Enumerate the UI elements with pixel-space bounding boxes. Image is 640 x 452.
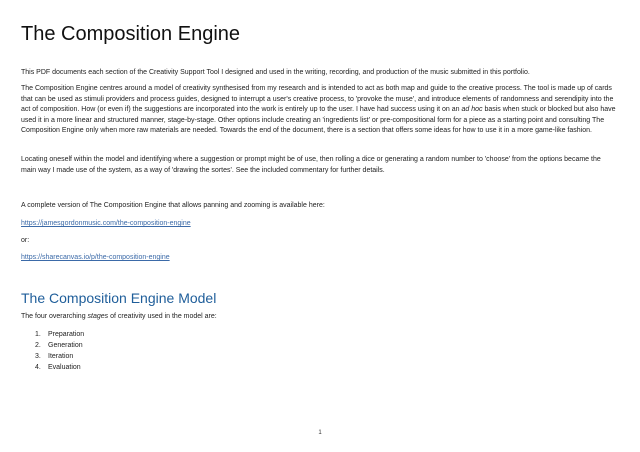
description-text-1: The Composition Engine centres around a model of creativity synthesised from my research and is intended to act as both map and guide to the creative process. The tool is made up of cards that can be used as stimuli providers and process guides, designed to interrupt a user's creative process, to 'provoke the muse', and introduce elements of randomness and serendipity into the act of composition. How (or even if) the suggestions are incorporated into the work is entirely up to the user. I have had success using it on an xyxy=(21,85,614,114)
or-label: or: xyxy=(21,237,30,244)
list-number: 3. xyxy=(35,353,41,360)
stages-list xyxy=(21,329,84,373)
description-paragraph xyxy=(21,84,617,137)
list-label: Preparation xyxy=(48,331,85,338)
usage-paragraph: Locating oneself within the model and identifying where a suggestion or prompt might be of use, then rolling a dice or generating a random number to 'choose' from the options became the main way I made use of the system, as a way of 'drawing the sortes'. See the included commentary for further details. xyxy=(21,156,601,174)
list-number: 2. xyxy=(35,342,41,349)
availability-paragraph: A complete version of The Composition Engine that allows panning and zooming is available here: xyxy=(21,202,325,209)
list-number: 4. xyxy=(35,364,41,371)
document-title: The Composition Engine xyxy=(21,23,241,45)
stages-intro-text-1: The four overarching xyxy=(21,313,88,320)
list-item xyxy=(21,362,84,373)
list-item xyxy=(21,329,84,340)
list-number: 1. xyxy=(35,331,41,338)
list-item xyxy=(21,340,84,351)
list-label: Evaluation xyxy=(48,364,81,371)
description-text-2: basis when stuck or blocked but also have used it in a more linear and structured manner, stage-by-stage. Other options include creating an 'ingredients list' or pre-compositional form for a piece as a starting point and consulting The Composition Engine only when more raw materials are needed. Towards the end of the document, there is a section that offers some ideas for how to use it in a more game-like fashion. xyxy=(21,106,616,135)
sharecanvas-link[interactable]: https://sharecanvas.io/p/the-composition-engine xyxy=(21,254,170,261)
list-item xyxy=(21,351,84,362)
intro-paragraph: This PDF documents each section of the Creativity Support Tool I designed and used in the writing, recording, and production of the music submitted in this portfolio. xyxy=(21,69,530,76)
section-heading: The Composition Engine Model xyxy=(21,290,217,306)
stages-intro-text-2: of creativity used in the model are: xyxy=(108,313,217,320)
stages-emphasis: stages xyxy=(87,313,109,320)
description-emphasis: ad hoc xyxy=(461,106,483,114)
stages-intro-paragraph xyxy=(21,312,617,323)
page-number: 1 xyxy=(318,430,322,436)
list-label: Generation xyxy=(48,342,83,349)
composition-engine-link[interactable]: https://jamesgordonmusic.com/the-composition-engine xyxy=(21,220,191,227)
list-label: Iteration xyxy=(48,353,74,360)
